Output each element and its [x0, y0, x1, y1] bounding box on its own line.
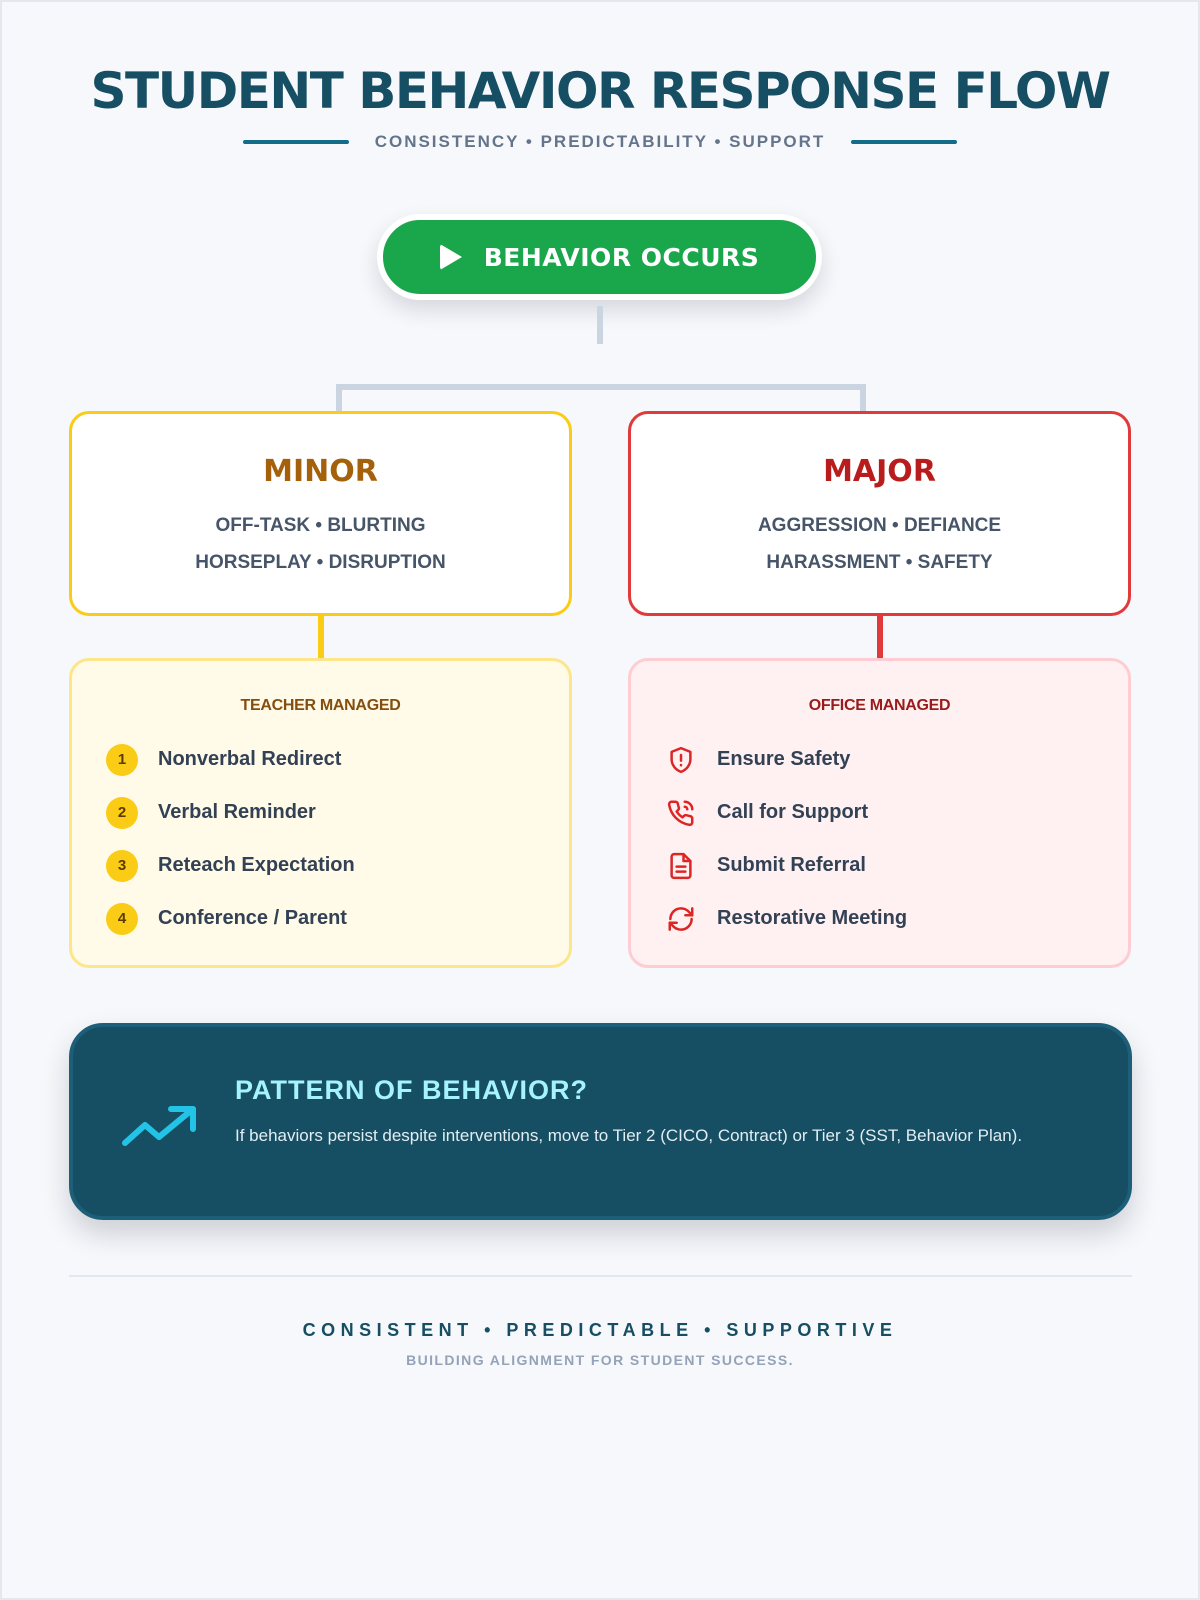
office-steps-list [631, 733, 1128, 945]
major-examples-line: AGGRESSION • DEFIANCE [757, 515, 1002, 536]
step-number-badge: 2 [106, 797, 138, 829]
document-icon [665, 850, 697, 882]
major-title: MAJOR [823, 454, 936, 489]
pattern-title: PATTERN OF BEHAVIOR? [235, 1075, 588, 1105]
step-label: Call for Support [717, 801, 869, 823]
minor-examples-line: OFF-TASK • BLURTING [215, 515, 426, 536]
list-item [106, 733, 569, 786]
page-title: STUDENT BEHAVIOR RESPONSE FLOW [90, 62, 1110, 120]
minor-category-card [69, 411, 572, 616]
list-item [106, 892, 569, 945]
office-managed-card [628, 658, 1131, 968]
step-label: Reteach Expectation [158, 854, 355, 876]
connector-minor [318, 614, 324, 660]
refresh-icon [665, 903, 697, 935]
teacher-steps-list [72, 733, 569, 945]
subtitle-rule-right [851, 140, 957, 144]
footer-divider [69, 1275, 1132, 1277]
shield-alert-icon [665, 744, 697, 776]
teacher-managed-title: TEACHER MANAGED [240, 697, 401, 714]
list-item [665, 892, 1128, 945]
major-examples-line: HARASSMENT • SAFETY [766, 552, 993, 573]
list-item [106, 839, 569, 892]
list-item [106, 786, 569, 839]
connector-branch-bar [336, 384, 866, 390]
step-label: Nonverbal Redirect [158, 748, 342, 770]
footer-tagline: CONSISTENT • PREDICTABLE • SUPPORTIVE [302, 1320, 898, 1340]
step-label: Verbal Reminder [158, 801, 316, 823]
footer-note: BUILDING ALIGNMENT FOR STUDENT SUCCESS. [406, 1352, 794, 1368]
trending-up-icon [121, 1103, 199, 1154]
step-label: Submit Referral [717, 854, 866, 876]
minor-examples-line: HORSEPLAY • DISRUPTION [195, 552, 446, 573]
list-item [665, 786, 1128, 839]
play-icon [440, 244, 462, 270]
step-number-badge: 4 [106, 903, 138, 935]
step-label: Restorative Meeting [717, 907, 908, 929]
pattern-of-behavior-banner [69, 1023, 1132, 1220]
step-label: Conference / Parent [158, 907, 347, 929]
step-label: Ensure Safety [717, 748, 851, 770]
subtitle-row [0, 132, 1200, 152]
step-number-badge: 1 [106, 744, 138, 776]
phone-call-icon [665, 797, 697, 829]
step-number-badge: 3 [106, 850, 138, 882]
connector-branch-right [860, 384, 866, 413]
teacher-managed-card [69, 658, 572, 968]
connector-branch-left [336, 384, 342, 413]
behavior-occurs-node [377, 214, 822, 300]
list-item [665, 839, 1128, 892]
minor-title: MINOR [263, 454, 378, 489]
subtitle-rule-left [243, 140, 349, 144]
behavior-occurs-label: BEHAVIOR OCCURS [483, 242, 760, 272]
pattern-description: If behaviors persist despite interventions, move to Tier 2 (CICO, Contract) or Tier 3 (SST, Behavior Plan). [235, 1126, 1023, 1145]
major-category-card [628, 411, 1131, 616]
connector-start-stem [597, 306, 603, 344]
list-item [665, 733, 1128, 786]
connector-major [877, 614, 883, 660]
office-managed-title: OFFICE MANAGED [808, 697, 951, 714]
page-subtitle: CONSISTENCY • PREDICTABILITY • SUPPORT [374, 132, 826, 151]
